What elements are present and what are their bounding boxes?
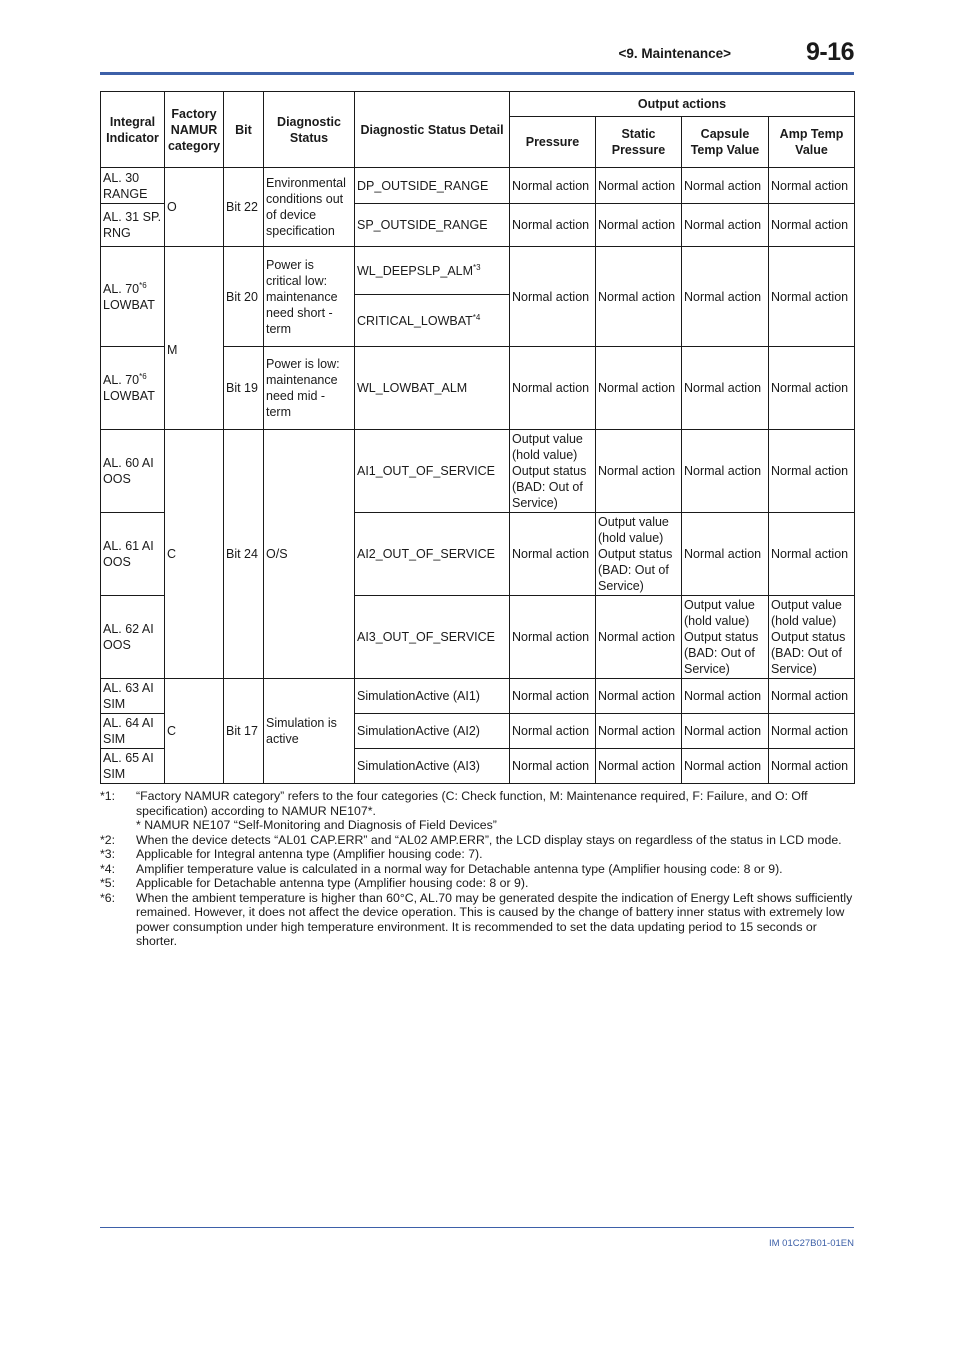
- header-diagnostic-status: Diagnostic Status: [264, 92, 355, 168]
- indicator-cell: AL. 63 AI SIM: [101, 679, 165, 714]
- header-namur-category: Factory NAMUR category: [165, 92, 224, 168]
- action-cell: Normal action: [769, 247, 855, 347]
- detail-cell: SimulationActive (AI3): [355, 749, 510, 784]
- action-cell: Normal action: [769, 714, 855, 749]
- action-cell: Normal action: [510, 204, 596, 247]
- action-cell: Normal action: [596, 596, 682, 679]
- indicator-cell: [101, 347, 165, 430]
- indicator-cell: AL. 65 AI SIM: [101, 749, 165, 784]
- action-cell: Normal action: [769, 513, 855, 596]
- indicator-cell: AL. 61 AI OOS: [101, 513, 165, 596]
- status-cell: Power is critical low: maintenance need short - term: [264, 247, 355, 347]
- header-static-pressure: Static Pressure: [596, 117, 682, 168]
- action-cell: Normal action: [682, 714, 769, 749]
- footnote-mark: *3:: [100, 847, 116, 861]
- action-cell: Output value (hold value) Output status (BAD: Out of Service): [596, 513, 682, 596]
- action-cell: Output value (hold value) Output status (BAD: Out of Service): [510, 430, 596, 513]
- action-cell: Normal action: [682, 430, 769, 513]
- footnote-2: [100, 833, 856, 848]
- action-cell: Normal action: [510, 247, 596, 347]
- status-cell: Environmental conditions out of device specification: [264, 168, 355, 247]
- bit-cell: Bit 20: [224, 247, 264, 347]
- table-row: [101, 247, 855, 295]
- header-bit: Bit: [224, 92, 264, 168]
- indicator-label-2: LOWBAT: [103, 389, 155, 403]
- action-cell: Normal action: [510, 347, 596, 430]
- header-capsule-temp: Capsule Temp Value: [682, 117, 769, 168]
- header-output-actions: Output actions: [510, 92, 855, 117]
- header-amp-temp: Amp Temp Value: [769, 117, 855, 168]
- detail-footnote-ref: *3: [473, 262, 481, 272]
- diagnostic-table-container: [100, 91, 854, 784]
- footnote-text: Amplifier temperature value is calculated in a normal way for Detachable antenna type (Amplifier housing code: 8 or 9).: [136, 861, 783, 876]
- footnote-4: [100, 862, 856, 877]
- footnote-5: [100, 876, 856, 891]
- action-cell: Normal action: [596, 430, 682, 513]
- footnote-mark: *6:: [100, 890, 116, 905]
- table-row: [101, 430, 855, 513]
- action-cell: Normal action: [769, 749, 855, 784]
- footnote-3: [100, 847, 856, 862]
- table-row: [101, 168, 855, 204]
- bit-cell: Bit 17: [224, 679, 264, 784]
- header-detail: Diagnostic Status Detail: [355, 92, 510, 168]
- action-cell: Normal action: [510, 679, 596, 714]
- action-cell: Normal action: [769, 679, 855, 714]
- action-cell: Normal action: [596, 168, 682, 204]
- action-cell: Normal action: [769, 430, 855, 513]
- detail-cell: [355, 295, 510, 347]
- category-cell: M: [165, 247, 224, 430]
- action-cell: Normal action: [510, 513, 596, 596]
- action-cell: Normal action: [682, 168, 769, 204]
- action-cell: Normal action: [682, 513, 769, 596]
- indicator-footnote-ref: *6: [139, 280, 147, 290]
- indicator-cell: AL. 60 AI OOS: [101, 430, 165, 513]
- indicator-cell: AL. 30 RANGE: [101, 168, 165, 204]
- action-cell: Normal action: [769, 204, 855, 247]
- detail-cell: WL_LOWBAT_ALM: [355, 347, 510, 430]
- detail-cell: AI3_OUT_OF_SERVICE: [355, 596, 510, 679]
- footnotes: [100, 789, 856, 949]
- action-cell: Normal action: [596, 204, 682, 247]
- action-cell: Normal action: [510, 749, 596, 784]
- indicator-cell: AL. 31 SP. RNG: [101, 204, 165, 247]
- action-cell: Normal action: [596, 714, 682, 749]
- footnote-text: Applicable for Integral antenna type (Amplifier housing code: 7).: [136, 847, 483, 861]
- indicator-footnote-ref: *6: [139, 372, 147, 381]
- detail-cell: [355, 247, 510, 295]
- action-cell: Normal action: [682, 247, 769, 347]
- bit-cell: Bit 24: [224, 430, 264, 679]
- action-cell: Normal action: [682, 749, 769, 784]
- status-cell: Power is low: maintenance need mid - term: [264, 347, 355, 430]
- detail-footnote-ref: *4: [472, 312, 481, 322]
- indicator-label: AL. 70: [103, 373, 140, 387]
- action-cell: Output value (hold value) Output status (BAD: Out of Service): [682, 596, 769, 679]
- footnote-mark: *2:: [100, 832, 116, 847]
- action-cell: Normal action: [596, 749, 682, 784]
- footnote-6: [100, 891, 856, 949]
- footnote-1: [100, 789, 856, 818]
- table-header-row: [101, 92, 855, 117]
- page-number: 9-16: [805, 38, 854, 66]
- action-cell: Output value (hold value) Output status (BAD: Out of Service): [769, 596, 855, 679]
- detail-cell: SimulationActive (AI2): [355, 714, 510, 749]
- header-integral-indicator: Integral Indicator: [101, 92, 165, 168]
- action-cell: Normal action: [510, 596, 596, 679]
- bit-cell: Bit 19: [224, 347, 264, 430]
- indicator-cell: [101, 247, 165, 347]
- header-rule: [100, 72, 854, 75]
- footnote-text: When the ambient temperature is higher than 60°C, AL.70 may be generated despite the indication of Energy Left shows sufficiently remained. However, it does not affect the device operation. This is caused by the change of battery inner status with extremely low power consumption under high temperature environment. It is recommended to set the data updating period to 15 seconds or shorter.: [136, 890, 853, 948]
- footnote-text: Applicable for Detachable antenna type (Amplifier housing code: 8 or 9).: [136, 876, 529, 890]
- footnote-1-sub: * NAMUR NE107 “Self-Monitoring and Diagnosis of Field Devices”: [136, 818, 497, 832]
- document-id: IM 01C27B01-01EN: [768, 1238, 854, 1249]
- footnote-mark: *4:: [100, 861, 116, 876]
- action-cell: Normal action: [682, 679, 769, 714]
- action-cell: Normal action: [769, 347, 855, 430]
- action-cell: Normal action: [510, 168, 596, 204]
- action-cell: Normal action: [596, 347, 682, 430]
- category-cell: C: [165, 430, 224, 679]
- footnote-text: When the device detects “AL01 CAP.ERR” and “AL02 AMP.ERR”, the LCD display stays on regardless of the status in LCD mode.: [136, 832, 842, 847]
- footnote-mark: *5:: [100, 876, 116, 890]
- status-cell: Simulation is active: [264, 679, 355, 784]
- indicator-label: AL. 70: [103, 281, 140, 296]
- status-cell: O/S: [264, 430, 355, 679]
- action-cell: Normal action: [682, 204, 769, 247]
- indicator-label-2: LOWBAT: [103, 297, 155, 312]
- bit-cell: Bit 22: [224, 168, 264, 247]
- action-cell: Normal action: [510, 714, 596, 749]
- detail-cell: DP_OUTSIDE_RANGE: [355, 168, 510, 204]
- detail-label: CRITICAL_LOWBAT: [357, 313, 473, 328]
- detail-cell: AI1_OUT_OF_SERVICE: [355, 430, 510, 513]
- indicator-cell: AL. 64 AI SIM: [101, 714, 165, 749]
- action-cell: Normal action: [682, 347, 769, 430]
- category-cell: O: [165, 168, 224, 247]
- action-cell: Normal action: [769, 168, 855, 204]
- footnote-mark: *1:: [100, 789, 116, 803]
- table-row: [101, 679, 855, 714]
- detail-cell: SP_OUTSIDE_RANGE: [355, 204, 510, 247]
- category-cell: C: [165, 679, 224, 784]
- diagnostic-table: [100, 91, 855, 784]
- section-title: <9. Maintenance>: [618, 46, 731, 61]
- header-pressure: Pressure: [510, 117, 596, 168]
- footer-rule: [100, 1227, 854, 1228]
- action-cell: Normal action: [596, 247, 682, 347]
- indicator-cell: AL. 62 AI OOS: [101, 596, 165, 679]
- footnote-text: “Factory NAMUR category” refers to the four categories (C: Check function, M: Maintenance required, F: Failure, and O: Off specification) according to NAMUR NE107*.: [136, 789, 808, 818]
- detail-cell: AI2_OUT_OF_SERVICE: [355, 513, 510, 596]
- detail-label: WL_DEEPSLP_ALM: [357, 263, 474, 278]
- action-cell: Normal action: [596, 679, 682, 714]
- detail-cell: SimulationActive (AI1): [355, 679, 510, 714]
